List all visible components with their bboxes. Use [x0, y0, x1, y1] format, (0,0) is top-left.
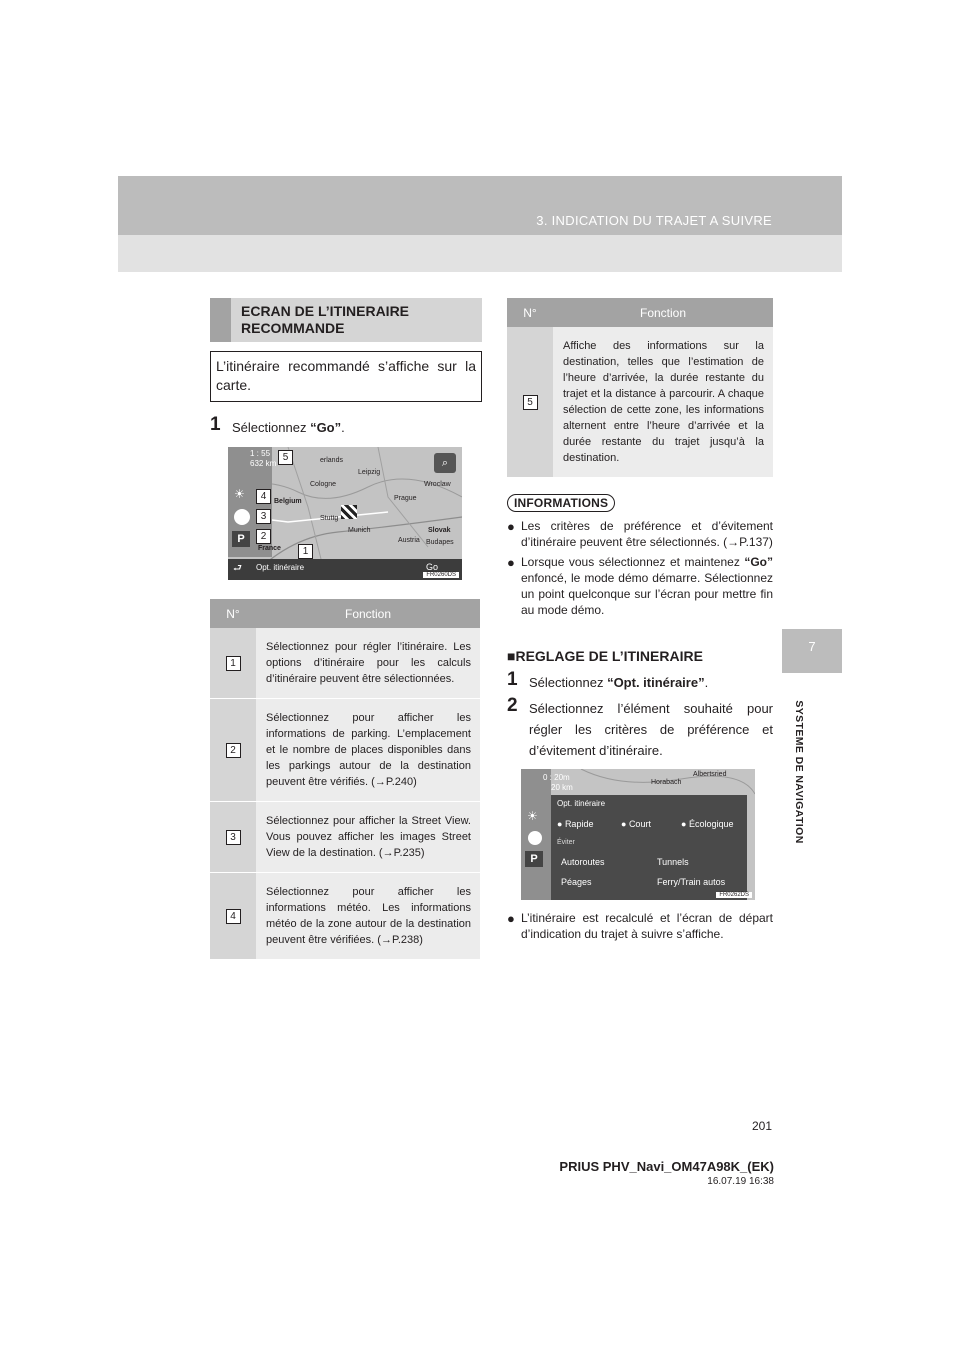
step-1-opt: 1 Sélectionnez “Opt. itinéraire”. [507, 669, 709, 690]
option-rapide[interactable]: ● Rapide [557, 819, 594, 829]
callout-4: 4 [256, 489, 271, 504]
avoid-tolls-button[interactable]: Péages [561, 877, 592, 887]
table-row: 4 Sélectionnez pour afficher les informations météo. Les informations météo de la zone autour de la destination peuvent être vérifiées. (→P.238) [210, 873, 480, 960]
table-row: 3 Sélectionnez pour afficher la Street View. Vous pouvez afficher les images Street View de la destination. (→P.235) [210, 802, 480, 873]
image-code: FR0260DS [423, 572, 459, 578]
intro-box: L’itinéraire recommandé s’affiche sur la carte. [210, 351, 482, 402]
option-ecologique[interactable]: ● Écologique [681, 819, 734, 829]
weather-icon: ☀ [234, 487, 245, 501]
section-title-reglage: ■REGLAGE DE L’ITINERAIRE [507, 648, 703, 664]
image-code: FR0262DS [716, 892, 752, 898]
function-table-1 [210, 599, 480, 960]
chapter-label: SYSTEME DE NAVIGATION [793, 700, 805, 844]
time-readout: 1 : 55 [250, 449, 271, 458]
table-header-row: N° Fonction [507, 298, 773, 327]
street-view-icon [234, 509, 250, 525]
back-icon: ⮐ [233, 563, 242, 574]
document-code: PRIUS PHV_Navi_OM47A98K_(EK) [559, 1159, 774, 1174]
table-row: 2 Sélectionnez pour afficher les informations de parking. L’emplacement et le nombre de places disponibles dans les parkings autour de la destination peuvent être vérifiés. (→P.240) [210, 699, 480, 802]
parking-icon: P [232, 531, 250, 547]
callout-1: 1 [298, 544, 313, 559]
route-options-button[interactable]: Opt. itinéraire [256, 563, 305, 572]
info-block [507, 494, 773, 618]
info-item: ● Lorsque vous sélectionnez et maintenez “Go” enfoncé, le mode démo démarre. Sélectionnez un point quelconque sur l’écran pour mettre fin au mode démo. [507, 555, 773, 617]
right-column [507, 298, 773, 942]
avoid-ferry-button[interactable]: Ferry/Train autos [657, 877, 726, 887]
chapter-number: 7 [808, 639, 816, 654]
avoid-motorways-button[interactable]: Autoroutes [561, 857, 605, 867]
left-column [210, 298, 482, 960]
route-options-screenshot: 0 : 20m 20 km Albertsried Horabach Opt. itinéraire ● Rapide ● Court ● Écologique Éviter Autoroutes Tunnels Péages Ferry/Train autos ☀ P FR0262DS [521, 769, 755, 900]
bullet-icon: ● [507, 555, 515, 570]
street-view-icon [528, 831, 542, 845]
option-court[interactable]: ● Court [621, 819, 651, 829]
info-item: ● Les critères de préférence et d’évitement d’itinéraire peuvent être sélectionnés. (→P.137) [507, 519, 773, 549]
info-label: INFORMATIONS [507, 494, 615, 512]
route-screen-screenshot: 1 : 55 632 km erlands Leipzig Cologne Wroclaw Prague Belgium Stuttg Munich Slovak Austria Budapes France ⌕ ☀ P ⮐ Opt. itinéraire Go 5 4 3 2 1 FR0260DS [228, 447, 462, 580]
callout-3: 3 [256, 509, 271, 524]
distance-readout: 632 km [250, 459, 277, 468]
function-table-2 [507, 298, 773, 478]
avoid-label: Éviter [557, 839, 575, 846]
table-row: 5 Affiche des informations sur la destination, telles que l’estimation de l’heure d’arrivée, la durée restante du trajet et la distance à parcourir. A chaque sélection de cette zone, les informations alternent entre l’heure d’arrivée et la durée restante du trajet jusqu’à la destination. [507, 327, 773, 478]
bullet-icon: ● [507, 519, 515, 534]
header-band-inner [118, 235, 842, 272]
destination-flag-icon [341, 505, 357, 519]
distance-readout: 20 km [551, 783, 573, 792]
callout-2: 2 [256, 529, 271, 544]
route-options-panel-title: Opt. itinéraire [557, 799, 606, 808]
go-button[interactable]: Go [426, 562, 439, 572]
page-number: 201 [752, 1119, 773, 1133]
callout-5: 5 [278, 450, 293, 465]
header-band [118, 176, 842, 272]
step-1-go: 1 Sélectionnez “Go”. [210, 414, 345, 435]
weather-icon: ☀ [527, 809, 538, 823]
table-header-row: N° Fonction [210, 599, 480, 628]
print-date: 16.07.19 16:38 [707, 1176, 774, 1187]
section-title-ecran: ECRAN DE L’ITINERAIRE RECOMMANDE [210, 298, 482, 342]
header-title: 3. INDICATION DU TRAJET A SUIVRE [536, 213, 772, 228]
search-icon: ⌕ [434, 453, 456, 473]
step-2-select: 2 Sélectionnez l’élément souhaité pour régler les critères de préférence et d’évitement d’itinéraire. [507, 695, 773, 758]
avoid-tunnels-button[interactable]: Tunnels [657, 857, 689, 867]
chapter-tab [782, 629, 842, 673]
time-readout: 0 : 20m [543, 773, 570, 782]
bullet-icon: ● [507, 911, 515, 926]
result-item: ● L’itinéraire est recalculé et l’écran de départ d’indication du trajet à suivre s’affiche. [507, 911, 773, 941]
table-row: 1 Sélectionnez pour régler l’itinéraire. Les options d’itinéraire pour les calculs d’itinéraire peuvent être sélectionnées. [210, 628, 480, 699]
parking-icon: P [525, 851, 543, 867]
square-bullet-icon: ■ [507, 648, 516, 664]
